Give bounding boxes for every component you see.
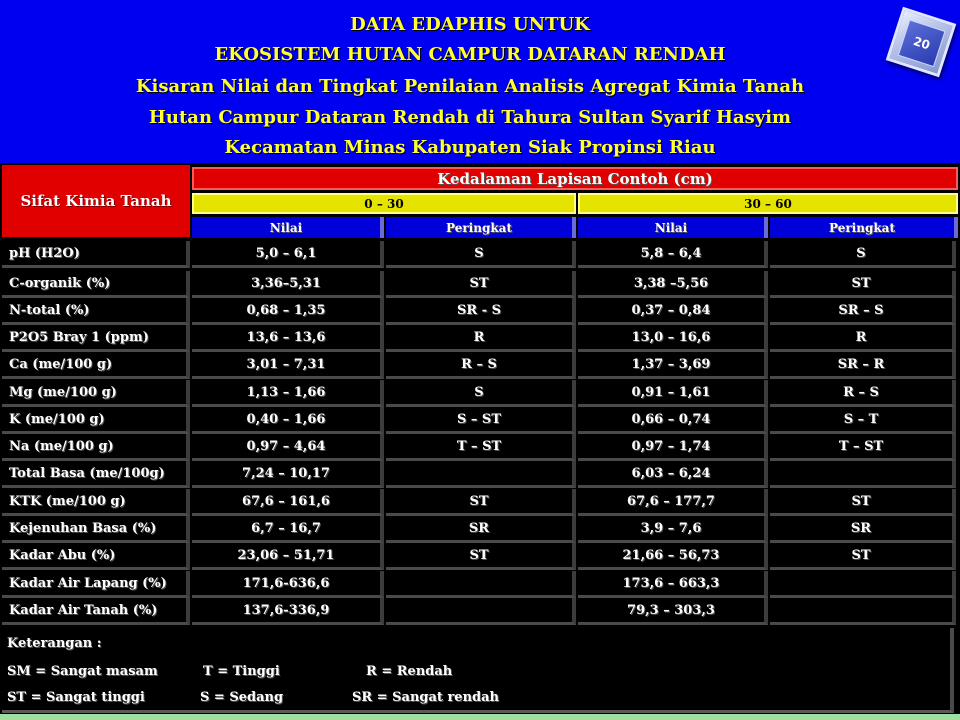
legend-item: S = Sedang: [200, 690, 284, 705]
rating-0-30: R: [386, 325, 576, 352]
row-label: Kadar Abu (%): [2, 543, 190, 570]
value-30-60: 3,38 –5,56: [578, 271, 768, 298]
value-0-30: 1,13 – 1,66: [192, 380, 384, 407]
slide-header: [0, 0, 960, 163]
value-30-60: 13,0 – 16,6: [578, 325, 768, 352]
group-header-cell: Kedalaman Lapisan Contoh (cm): [192, 167, 958, 190]
slide-number: 20: [898, 19, 946, 67]
rating-30-60: S – T: [770, 407, 956, 434]
depth-header-0-30: 0 – 30: [192, 193, 576, 214]
row-header-cell: Sifat Kimia Tanah: [2, 165, 190, 237]
value-30-60: 0,91 – 1,61: [578, 380, 768, 407]
value-30-60: 3,9 – 7,6: [578, 516, 768, 543]
rating-0-30: ST: [386, 489, 576, 516]
value-30-60: 1,37 – 3,69: [578, 352, 768, 379]
value-30-60: 0,66 – 0,74: [578, 407, 768, 434]
rating-30-60: SR – R: [770, 352, 956, 379]
row-label: C-organik (%): [2, 271, 190, 298]
rating-0-30: ST: [386, 271, 576, 298]
legend-item: SR = Sangat rendah: [352, 690, 499, 705]
row-label: K (me/100 g): [2, 407, 190, 434]
value-30-60: 5,8 – 6,4: [578, 241, 768, 268]
bottom-accent-bar: [0, 714, 960, 720]
row-label: Mg (me/100 g): [2, 380, 190, 407]
rating-0-30: SR: [386, 516, 576, 543]
rating-30-60: SR – S: [770, 298, 956, 325]
title-line-1: DATA EDAPHIS UNTUK: [350, 14, 590, 35]
rating-30-60: [770, 571, 956, 598]
rating-0-30: [386, 571, 576, 598]
row-label: Total Basa (me/100g): [2, 461, 190, 488]
row-label: P2O5 Bray 1 (ppm): [2, 325, 190, 352]
title-line-5: Kecamatan Minas Kabupaten Siak Propinsi Riau: [224, 137, 716, 158]
row-label: Kejenuhan Basa (%): [2, 516, 190, 543]
value-0-30: 137,6-336,9: [192, 598, 384, 625]
rating-30-60: ST: [770, 543, 956, 570]
subheader-peringkat-2: Peringkat: [770, 217, 958, 238]
row-label: pH (H2O): [2, 241, 190, 268]
depth-header-30-60: 30 – 60: [578, 193, 958, 214]
row-label: KTK (me/100 g): [2, 489, 190, 516]
value-0-30: 3,36–5,31: [192, 271, 384, 298]
value-0-30: 3,01 – 7,31: [192, 352, 384, 379]
value-0-30: 23,06 – 51,71: [192, 543, 384, 570]
rating-0-30: R – S: [386, 352, 576, 379]
rating-0-30: S – ST: [386, 407, 576, 434]
rating-30-60: [770, 598, 956, 625]
legend-item: ST = Sangat tinggi: [7, 690, 145, 705]
rating-0-30: S: [386, 241, 576, 268]
rating-30-60: ST: [770, 489, 956, 516]
title-line-4: Hutan Campur Dataran Rendah di Tahura Sultan Syarif Hasyim: [148, 107, 792, 128]
legend-item: SM = Sangat masam: [7, 664, 158, 679]
rating-0-30: T – ST: [386, 434, 576, 461]
row-label: Kadar Air Lapang (%): [2, 571, 190, 598]
row-label: Na (me/100 g): [2, 434, 190, 461]
value-30-60: 67,6 – 177,7: [578, 489, 768, 516]
rating-30-60: SR: [770, 516, 956, 543]
value-0-30: 5,0 – 6,1: [192, 241, 384, 268]
value-30-60: 173,6 – 663,3: [578, 571, 768, 598]
value-0-30: 13,6 – 13,6: [192, 325, 384, 352]
value-30-60: 79,3 – 303,3: [578, 598, 768, 625]
value-0-30: 67,6 – 161,6: [192, 489, 384, 516]
rating-0-30: [386, 461, 576, 488]
value-0-30: 0,97 – 4,64: [192, 434, 384, 461]
value-0-30: 171,6-636,6: [192, 571, 384, 598]
row-label: Kadar Air Tanah (%): [2, 598, 190, 625]
rating-0-30: [386, 598, 576, 625]
value-30-60: 0,97 – 1,74: [578, 434, 768, 461]
rating-30-60: S: [770, 241, 956, 268]
rating-0-30: SR - S: [386, 298, 576, 325]
rating-0-30: S: [386, 380, 576, 407]
subheader-peringkat-1: Peringkat: [386, 217, 576, 238]
rating-0-30: ST: [386, 543, 576, 570]
value-0-30: 6,7 – 16,7: [192, 516, 384, 543]
value-30-60: 0,37 – 0,84: [578, 298, 768, 325]
row-label: N-total (%): [2, 298, 190, 325]
legend-title: Keterangan :: [7, 636, 102, 651]
rating-30-60: T – ST: [770, 434, 956, 461]
legend-item: T = Tinggi: [203, 664, 280, 679]
value-0-30: 0,40 – 1,66: [192, 407, 384, 434]
title-line-2: EKOSISTEM HUTAN CAMPUR DATARAN RENDAH: [214, 44, 726, 65]
subheader-nilai-2: Nilai: [578, 217, 768, 238]
subheader-nilai-1: Nilai: [192, 217, 384, 238]
value-0-30: 7,24 – 10,17: [192, 461, 384, 488]
legend-item: R = Rendah: [366, 664, 453, 679]
value-0-30: 0,68 – 1,35: [192, 298, 384, 325]
rating-30-60: R: [770, 325, 956, 352]
rating-30-60: R – S: [770, 380, 956, 407]
value-30-60: 6,03 – 6,24: [578, 461, 768, 488]
rating-30-60: [770, 461, 956, 488]
value-30-60: 21,66 – 56,73: [578, 543, 768, 570]
legend-box: [2, 628, 954, 713]
title-line-3: Kisaran Nilai dan Tingkat Penilaian Analisis Agregat Kimia Tanah: [135, 76, 805, 97]
row-label: Ca (me/100 g): [2, 352, 190, 379]
rating-30-60: ST: [770, 271, 956, 298]
